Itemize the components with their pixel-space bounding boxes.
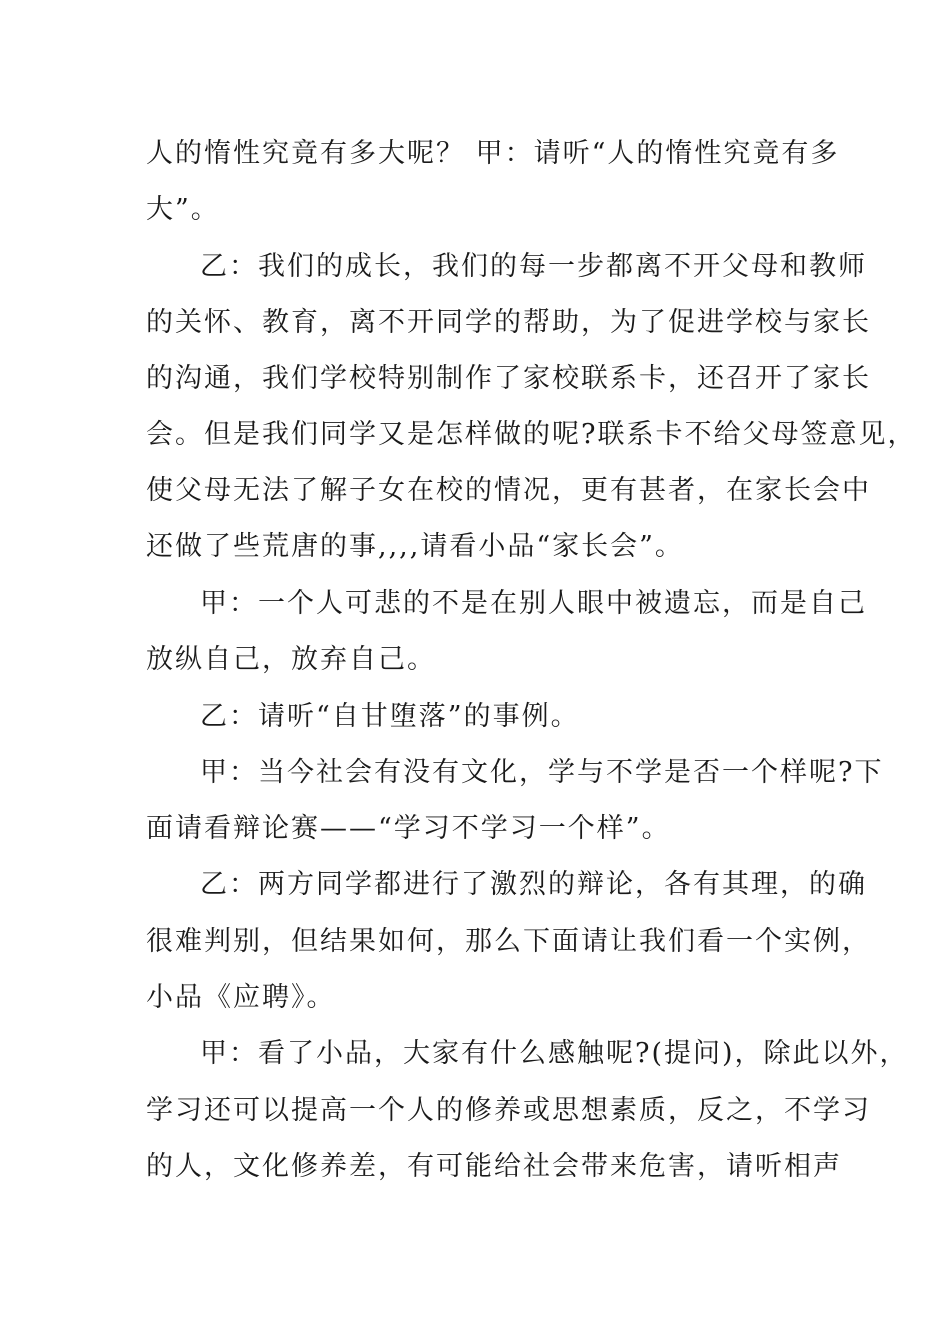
text-line: 学习还可以提高一个人的修养或思想素质，反之，不学习	[146, 1095, 871, 1126]
paragraph-line: 甲：当今社会有没有文化，学与不学是否一个样呢?下	[200, 757, 884, 788]
paragraph-line: 乙：请听“自甘堕落”的事例。	[200, 701, 580, 732]
paragraph-line: 甲：一个人可悲的不是在别人眼中被遗忘，而是自己	[200, 588, 867, 619]
text-line: 的沟通，我们学校特别制作了家校联系卡，还召开了家长	[146, 363, 871, 394]
text-line: 使父母无法了解子女在校的情况，更有甚者，在家长会中	[146, 475, 871, 506]
text-line: 人的惰性究竟有多大呢？ 甲：请听“人的惰性究竟有多	[146, 138, 840, 169]
text-line: 很难判别，但结果如何，那么下面请让我们看一个实例，	[146, 926, 871, 957]
text-line: 的关怀、教育，离不开同学的帮助，为了促进学校与家长	[146, 307, 871, 338]
text-line: 放纵自己，放弃自己。	[146, 644, 436, 675]
text-line: 大”。	[146, 194, 220, 225]
paragraph-line: 乙：我们的成长，我们的每一步都离不开父母和教师	[200, 251, 867, 282]
paragraph-line: 乙：两方同学都进行了激烈的辩论，各有其理，的确	[200, 869, 867, 900]
text-line: 小品《应聘》。	[146, 982, 336, 1013]
text-line: 面请看辩论赛——“学习不学习一个样”。	[146, 813, 671, 844]
paragraph-line: 甲：看了小品，大家有什么感触呢?(提问)，除此以外，	[200, 1038, 909, 1069]
text-line: 会。但是我们同学又是怎样做的呢?联系卡不给父母签意见，	[146, 419, 917, 450]
text-line: 还做了些荒唐的事,,,,请看小品“家长会”。	[146, 531, 684, 562]
text-line: 的人，文化修养差，有可能给社会带来危害，请听相声	[146, 1151, 842, 1182]
